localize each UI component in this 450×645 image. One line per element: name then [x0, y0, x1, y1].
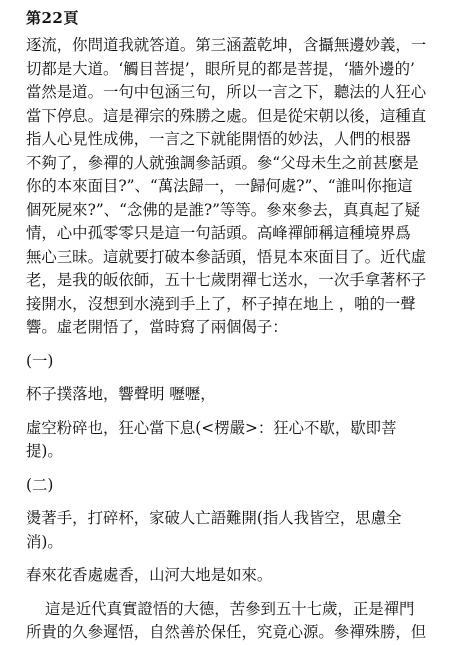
text-line: 不夠了，參禪的人就強調參話頭。參“父母未生之前甚麼是 — [26, 153, 419, 172]
body-text — [26, 34, 428, 645]
text-line: 切都是大道。‘觸目菩提’，眼所見的都是菩提，‘牆外邊的’ — [26, 59, 415, 78]
text-line: 無心三昧。這就要打破本參話頭，悟見本來面目了。近代虛 — [26, 247, 427, 266]
text-line: 當下停息。這是禪宗的殊勝之處。但是從宋朝以後，這種直 — [26, 106, 427, 125]
verse-marker-1: (一) — [26, 351, 54, 370]
verse-line: 春來花香處處香，山河大地是如來。 — [26, 566, 273, 584]
text-line: 指人心見性成佛，一言之下就能開悟的妙法，人們的根器 — [26, 130, 411, 148]
verse-line: 消)。 — [26, 532, 63, 551]
text-line: 你的本來面目?”、“萬法歸一，一歸何處?”、“誰叫你拖這 — [26, 177, 413, 195]
text-line: 所貴的久參遲悟，自然善於保任，究竟心源。參禪殊勝，但 — [26, 623, 427, 641]
text-line: 響。虛老開悟了，當時寫了兩個偈子： — [26, 318, 288, 336]
text-line: 當然是道。一句中包涵三句，所以一言之下，聽法的人狂心 — [26, 83, 427, 101]
verse-line: 燙著手，打碎杯，家破人亡語難開(指人我皆空，思慮全 — [26, 509, 402, 527]
text-line: 老，是我的皈依師，五十七歲閉禪七送水，一次手拿著杯子 — [26, 271, 427, 289]
text-line: 個死屍來?”、“念佛的是誰?”等等。參來參去，真真起了疑 — [26, 200, 421, 219]
verse-line: 提)。 — [26, 442, 63, 460]
text-line: 情，心中孤零零只是這一句話頭。高峰禪師稱這種境界爲 — [26, 224, 411, 242]
text-line: 這是近代真實證悟的大德，苦參到五十七歲，正是禪門 — [45, 599, 415, 618]
verse-marker-2: (二) — [26, 475, 54, 494]
text-line: 逐流，你問道我就答道。第三涵蓋乾坤，含攝無邊妙義，一 — [26, 36, 427, 54]
verse-line: 虛空粉碎也，狂心當下息(<楞嚴>：狂心不歇，歇即菩 — [26, 418, 397, 437]
verse-line: 杯子撲落地，響聲明 嚦嚦， — [26, 385, 216, 403]
page-number-header: 第22頁 — [26, 9, 79, 27]
text-line: 接開水，沒想到水澆到手上了，杯子掉在地上 ，啪的一聲 — [26, 294, 416, 313]
